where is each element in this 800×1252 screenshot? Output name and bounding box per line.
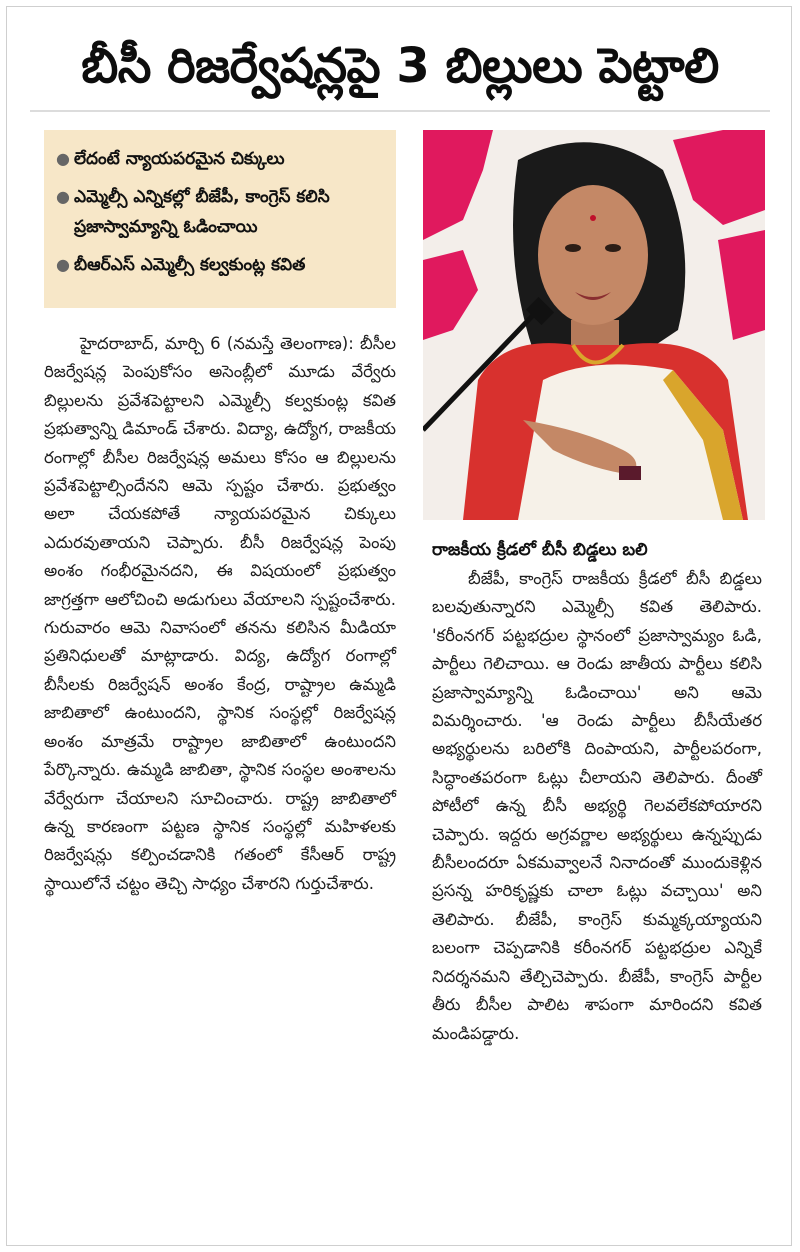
highlights-box [44, 130, 396, 308]
highlight-item [56, 144, 386, 174]
bullet-icon: ● [56, 255, 70, 274]
highlight-item [56, 182, 386, 242]
bullet-icon: ● [56, 187, 70, 206]
highlight-text: లేదంటే న్యాయపరమైన చిక్కులు [74, 149, 285, 169]
left-column [44, 330, 396, 898]
highlight-text: బీఆర్ఎస్ ఎమ్మెల్సీ కల్వకుంట్ల కవిత [74, 255, 306, 275]
highlight-text: ఎమ్మెల్సీ ఎన్నికల్లో బీజేపీ, కాంగ్రెస్ కలిసి ప్రజాస్వామ్యాన్ని ఓడించాయి [74, 187, 330, 237]
right-column-text: బీజేపీ, కాంగ్రెస్ రాజకీయ క్రీడలో బీసీ బిడ్డలు బలవుతున్నారని ఎమ్మెల్సీ కవిత తెలిపారు. 'కరీంనగర్ పట్టభద్రుల స్థానంలో ప్రజాస్వామ్యం ఓడి, పార్టీలు గెలిచాయి. ఆ రెండు జాతీయ పార్టీలు కలిసి ప్రజాస్వామ్యాన్ని ఓడించాయి' అని ఆమె విమర్శించారు. 'ఆ రెండు పార్టీలు బీసీయేతర అభ్యర్థులను బరిలోకి దింపాయని, పార్టీలపరంగా, సిద్ధాంతపరంగా ఓట్లు చీలాయని తెలిపారు. దీంతో పోటీలో ఉన్న బీసీ అభ్యర్థి గెలవలేకపోయారని చెప్పారు. ఇద్దరు అగ్రవర్ణాల అభ్యర్థులు ఉన్నప్పుడు బీసీలందరూ ఏకమవ్వాలనే నినాదంతో ముందుకెళ్లిన ప్రసన్న హరికృష్ణకు చాలా ఓట్లు వచ్చాయి' అని తెలిపారు. బీజేపీ, కాంగ్రెస్ కుమ్మక్కయ్యాయని బలంగా చెప్పడానికి కరీంనగర్ పట్టభద్రుల ఎన్నికే నిదర్శనమని తేల్చిచెప్పారు. బీజేపీ, కాంగ్రెస్ పార్టీల తీరు బీసీల పాలిట శాపంగా మారిందని కవిత మండిపడ్డారు. [432, 569, 762, 1043]
right-column [432, 565, 762, 1048]
speaker-photo [423, 130, 765, 520]
speaker-photo-illustration [423, 130, 765, 520]
left-column-text: హైదరాబాద్, మార్చి 6 (నమస్తే తెలంగాణ): బీసీల రిజర్వేషన్ల పెంపుకోసం అసెంబ్లీలో మూడు వేర్వేరు బిల్లులను ప్రవేశపెట్టాలని ఎమ్మెల్సీ కల్వకుంట్ల కవిత ప్రభుత్వాన్ని డిమాండ్ చేశారు. విద్యా, ఉద్యోగ, రాజకీయ రంగాల్లో బీసీల రిజర్వేషన్ల అమలు కోసం ఆ బిల్లులను ప్రవేశపెట్టాల్సిందేనని ఆమె స్పష్టం చేశారు. ప్రభుత్వం అలా చేయకపోతే న్యాయపరమైన చిక్కులు ఎదురవుతాయని చెప్పారు. బీసీ రిజర్వేషన్ల పెంపు అంశం గంభీరమైనదని, ఈ విషయంలో ప్రభుత్వం జాగ్రత్తగా ఆలోచించి అడుగులు వేయాలని స్పష్టంచేశారు. గురువారం ఆమె నివాసంలో తనను కలిసిన మీడియా ప్రతినిధులతో మాట్లాడారు. విద్య, ఉద్యోగ రంగాల్లో బీసీలకు రిజర్వేషన్ అంశం కేంద్ర, రాష్ట్రాల ఉమ్మడి జాబితాలో ఉంటుందని, స్థానిక సంస్థల్లో రిజర్వేషన్ల అంశం మాత్రమే రాష్ట్రాల జాబితాలో ఉంటుందని పేర్కొన్నారు. ఉమ్మడి జాబితా, స్థానిక సంస్థల అంశాలను వేర్వేరుగా చేయాలని సూచించారు. రాష్ట్ర జాబితాలో ఉన్న కారణంగా పట్టణ స్థానిక సంస్థల్లో మహిళలకు రిజర్వేషన్లు కల్పించడానికి గతంలో కేసీఆర్ రాష్ట్ర స్థాయిలోనే చట్టం తెచ్చి సాధ్యం చేశారని గుర్తుచేశారు. [44, 334, 396, 893]
photo-caption: రాజకీయ క్రీడలో బీసీ బిడ్డలు బలి [432, 540, 648, 560]
bullet-icon: ● [56, 149, 70, 168]
headline: బీసీ రిజర్వేషన్లపై 3 బిల్లులు పెట్టాలి [81, 38, 719, 94]
headline-divider [30, 110, 770, 112]
highlight-item [56, 250, 386, 280]
